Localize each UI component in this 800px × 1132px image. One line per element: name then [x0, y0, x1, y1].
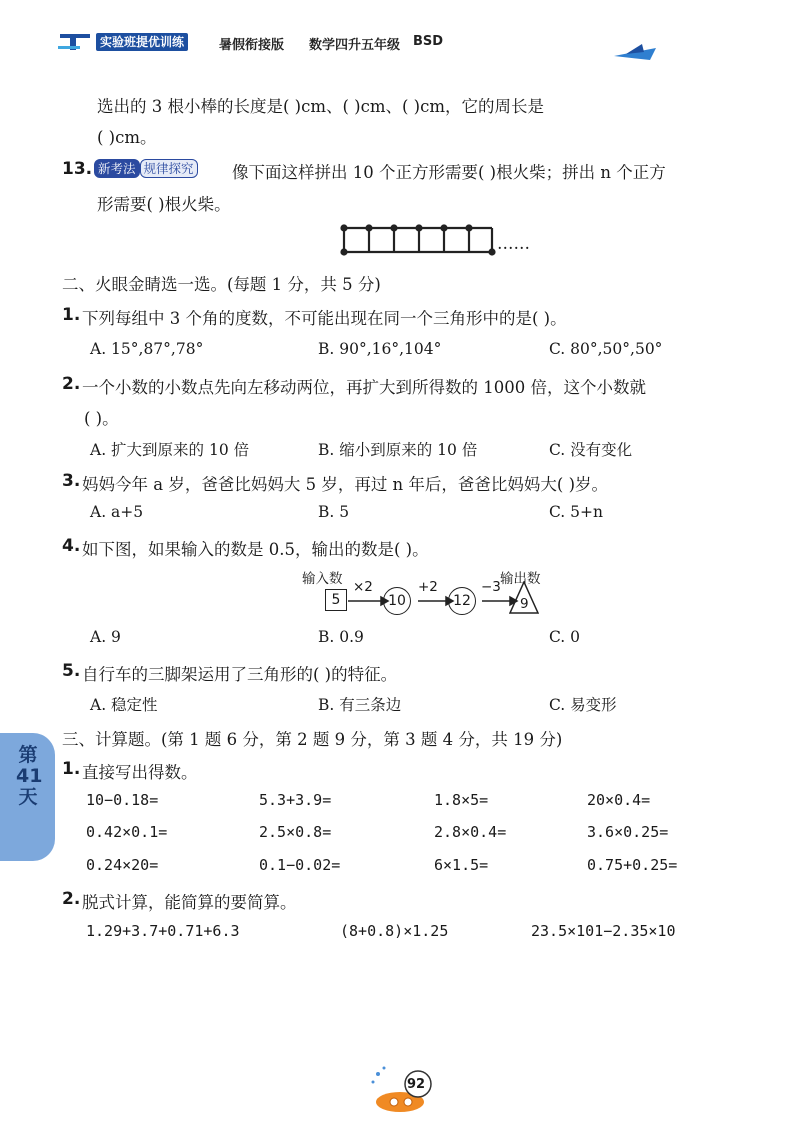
s2-q5-option-b[interactable]: B. 有三条边 [318, 696, 402, 714]
calc-r2-c3: 2.8×0.4= [434, 823, 507, 841]
flow-op3: −3 [481, 579, 501, 595]
matchstick-figure [338, 222, 498, 262]
matchstick-ellipsis: …… [497, 234, 530, 253]
s2-q4-option-c[interactable]: C. 0 [549, 628, 581, 646]
header-edition: 暑假衔接版 [219, 38, 285, 53]
section2-title: 二、火眼金睛选一选。(每题 1 分，共 5 分) [62, 275, 381, 294]
header-publisher: BSD [413, 34, 444, 49]
flow-input-box: 5 [325, 589, 347, 611]
s2-q4-option-b[interactable]: B. 0.9 [318, 628, 364, 646]
s2-q2-number: 2. [62, 374, 81, 394]
s2-q5-option-c[interactable]: C. 易变形 [549, 696, 617, 714]
s2-q2-option-b[interactable]: B. 缩小到原来的 10 倍 [318, 441, 478, 459]
s2-q2-text2: ( )。 [84, 409, 119, 428]
section3-title: 三、计算题。(第 1 题 6 分，第 2 题 9 分，第 3 题 4 分，共 19 分) [62, 730, 563, 749]
calc-r2-c2: 2.5×0.8= [259, 823, 332, 841]
expr-3: 23.5×101−2.35×10 [531, 922, 676, 940]
header-logo [58, 30, 94, 56]
calc-r3-c1: 0.24×20= [86, 856, 159, 874]
s2-q1-text: 下列每组中 3 个角的度数，不可能出现在同一个三角形中的是( )。 [82, 309, 567, 328]
s3-q1-text: 直接写出得数。 [82, 763, 198, 782]
flow-arrows [348, 590, 528, 620]
flow-circle-1: 10 [383, 587, 411, 615]
calc-r1-c4: 20×0.4= [587, 791, 651, 809]
s2-q4-text: 如下图，如果输入的数是 0.5，输出的数是( )。 [82, 540, 429, 559]
s3-q2-number: 2. [62, 889, 81, 909]
brand-label: 实验班提优训练 [96, 33, 188, 51]
q13-tags [94, 158, 198, 178]
pattern-tag: 规律探究 [140, 159, 198, 178]
s2-q3-option-a[interactable]: A. a+5 [90, 503, 144, 521]
header-subject: 数学四升五年级 [309, 38, 401, 53]
calc-r2-c1: 0.42×0.1= [86, 823, 168, 841]
s2-q2-option-a[interactable]: A. 扩大到原来的 10 倍 [90, 441, 250, 459]
flow-output-value: 9 [520, 596, 529, 612]
header-brand [96, 33, 188, 50]
q12-line1: 选出的 3 根小棒的长度是( )cm、( )cm、( )cm，它的周长是 [97, 97, 545, 116]
flow-output-label: 输出数 [500, 571, 541, 587]
s2-q5-option-a[interactable]: A. 稳定性 [90, 696, 158, 714]
flow-op1: ×2 [353, 579, 373, 595]
expr-1: 1.29+3.7+0.71+6.3 [86, 922, 240, 940]
s2-q1-option-b[interactable]: B. 90°,16°,104° [318, 340, 442, 358]
flow-circle-2: 12 [448, 587, 476, 615]
calc-r1-c3: 1.8×5= [434, 791, 489, 809]
flow-op2: +2 [418, 579, 438, 595]
page-number: 92 [407, 1077, 426, 1092]
calc-r1-c2: 5.3+3.9= [259, 791, 332, 809]
day-side-tab-label: 第41天 [16, 744, 43, 808]
expr-2: (8+0.8)×1.25 [340, 922, 449, 940]
submarine-icon [364, 1064, 444, 1120]
s2-q5-number: 5. [62, 661, 81, 681]
s3-q2-text: 脱式计算，能简算的要简算。 [82, 893, 297, 912]
s2-q4-number: 4. [62, 536, 81, 556]
new-method-tag: 新考法 [94, 159, 140, 178]
s2-q1-option-a[interactable]: A. 15°,87°,78° [90, 340, 204, 358]
calc-r3-c3: 6×1.5= [434, 856, 489, 874]
q12-line2: ( )cm。 [97, 128, 157, 147]
calc-r3-c4: 0.75+0.25= [587, 856, 678, 874]
s2-q2-option-c[interactable]: C. 没有变化 [549, 441, 633, 459]
flow-input-label: 输入数 [302, 571, 343, 587]
q13-line2: 形需要( )根火柴。 [97, 195, 231, 214]
logo-icon [58, 30, 94, 52]
s2-q4-option-a[interactable]: A. 9 [90, 628, 121, 646]
s2-q3-number: 3. [62, 471, 81, 491]
calc-r2-c4: 3.6×0.25= [587, 823, 669, 841]
s2-q1-option-c[interactable]: C. 80°,50°,50° [549, 340, 663, 358]
s2-q2-text: 一个小数的小数点先向左移动两位，再扩大到所得数的 1000 倍，这个小数就 [82, 378, 646, 397]
boat-icon [612, 40, 660, 68]
calc-r3-c2: 0.1−0.02= [259, 856, 341, 874]
s2-q1-number: 1. [62, 305, 81, 325]
q13-line1: 像下面这样拼出 10 个正方形需要( )根火柴；拼出 n 个正方 [232, 163, 666, 182]
s2-q3-option-b[interactable]: B. 5 [318, 503, 350, 521]
q13-number: 13. [62, 159, 93, 179]
s3-q1-number: 1. [62, 759, 81, 779]
s2-q3-text: 妈妈今年 a 岁，爸爸比妈妈大 5 岁，再过 n 年后，爸爸比妈妈大( )岁。 [82, 475, 609, 494]
s2-q5-text: 自行车的三脚架运用了三角形的( )的特征。 [82, 665, 398, 684]
s2-q3-option-c[interactable]: C. 5+n [549, 503, 603, 521]
calc-r1-c1: 10−0.18= [86, 791, 159, 809]
